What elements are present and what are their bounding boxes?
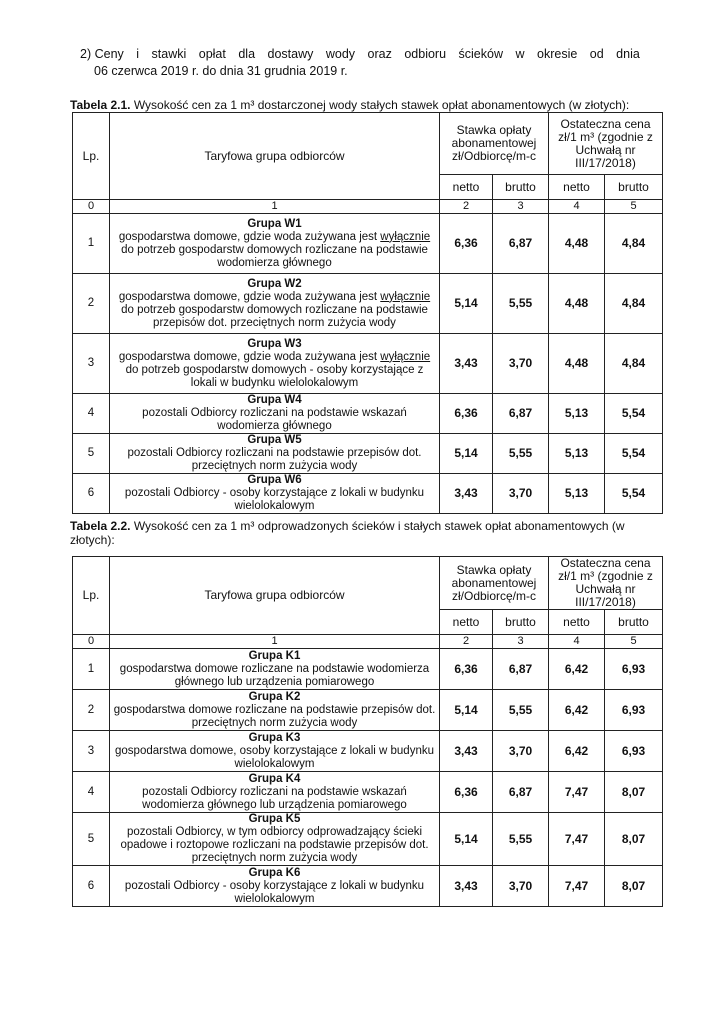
fee-netto: 6,36 [440,214,493,274]
column-number: 0 [73,635,110,649]
price-netto: 5,13 [549,434,605,474]
description-part: gospodarstwa domowe, gdzie woda zużywana jest [118,350,381,363]
group-name: Grupa K4 [248,772,301,785]
description-part: do potrzeb gospodarstw domowych rozliczane na podstawie wodomierza głównego [121,243,428,269]
header-brutto: brutto [605,175,663,200]
row-group [110,772,440,813]
intro-word: wody [325,47,356,61]
price-brutto: 4,84 [605,334,663,394]
intro-word: oraz [367,47,392,61]
intro-word: ścieków [458,47,503,61]
header-brutto: brutto [605,610,663,635]
row-lp: 2 [73,690,110,731]
row-lp: 1 [73,649,110,690]
description-part: wyłącznie [380,350,431,363]
price-brutto: 5,54 [605,474,663,514]
fee-netto: 5,14 [440,690,493,731]
fee-netto: 6,36 [440,649,493,690]
group-description [113,231,436,270]
price-netto: 5,13 [549,474,605,514]
description-part: wyłącznie [380,290,431,303]
price-netto: 6,42 [549,649,605,690]
group-name: Grupa K6 [248,866,301,879]
price-brutto: 8,07 [605,866,663,907]
water-price-table [72,112,663,514]
price-netto: 4,48 [549,214,605,274]
price-netto: 6,42 [549,731,605,772]
group-description [113,786,436,812]
table-row [73,690,663,731]
price-netto: 6,42 [549,690,605,731]
intro-word: dla [238,47,256,61]
price-netto: 5,13 [549,394,605,434]
description-part: gospodarstwa domowe rozliczane na podstawie wodomierza głównego lub urządzenia pomiarowego [119,662,430,688]
price-brutto: 6,93 [605,649,663,690]
price-brutto: 6,93 [605,731,663,772]
table-row [73,394,663,434]
table-row [73,649,663,690]
row-group [110,214,440,274]
intro-word: opłat [198,47,226,61]
sewage-price-table [72,556,663,907]
column-numbering-row [73,200,663,214]
fee-brutto: 3,70 [493,866,549,907]
intro-paragraph [80,46,640,80]
row-lp: 6 [73,866,110,907]
price-netto: 4,48 [549,274,605,334]
intro-word: w [515,47,525,61]
column-number: 2 [440,200,493,214]
column-number: 0 [73,200,110,214]
table1-caption-text: Wysokość cen za 1 m³ dostarczonej wody stałych stawek opłat abonamentowych (w złotych): [130,98,630,112]
table-row [73,813,663,866]
price-brutto: 8,07 [605,813,663,866]
intro-line-2: 06 czerwca 2019 r. do dnia 31 grudnia 2019 r. [94,64,348,78]
fee-netto: 5,14 [440,813,493,866]
row-group [110,274,440,334]
group-name: Grupa K5 [248,813,301,825]
description-part: pozostali Odbiorcy, w tym odbiorcy odprowadzający ścieki opadowe i roztopowe rozliczani na podstawie przepisów dot. przeciętnych norm zużycia wody [120,826,429,864]
description-part: pozostali Odbiorcy - osoby korzystające z lokali w budynku wielolokalowym [124,879,425,905]
description-part: do potrzeb gospodarstw domowych - osoby korzystające z lokali w budynku wielolokalowym [125,363,424,389]
table-row [73,434,663,474]
description-part: do potrzeb gospodarstw domowych rozliczane na podstawie przepisów dot. przeciętnych norm zużycia wody [121,303,428,329]
header-netto: netto [549,610,605,635]
table-row [73,474,663,514]
fee-brutto: 5,55 [493,690,549,731]
group-name: Grupa W1 [247,217,302,230]
column-number: 5 [605,200,663,214]
fee-brutto: 3,70 [493,334,549,394]
price-brutto: 6,93 [605,690,663,731]
price-brutto: 8,07 [605,772,663,813]
header-brutto: brutto [493,610,549,635]
header-netto: netto [440,175,493,200]
price-brutto: 5,54 [605,394,663,434]
group-name: Grupa K3 [248,731,301,744]
table2-caption-label: Tabela 2.2. [70,519,131,533]
price-netto: 7,47 [549,866,605,907]
fee-netto: 3,43 [440,474,493,514]
table-row [73,772,663,813]
table2-caption [70,519,650,547]
table-row [73,866,663,907]
header-lp: Lp. [73,113,110,200]
column-number: 1 [110,200,440,214]
group-description [113,704,436,730]
group-description [113,663,436,689]
description-part: gospodarstwa domowe, gdzie woda zużywana jest [118,290,381,303]
row-lp: 6 [73,474,110,514]
group-description [113,826,436,865]
group-description [113,745,436,771]
description-part: pozostali Odbiorcy rozliczani na podstawie wskazań wodomierza głównego lub urządzenia pomiarowego [142,785,407,811]
group-name: Grupa W2 [247,277,302,290]
group-name: Grupa K2 [248,690,301,703]
price-netto: 4,48 [549,334,605,394]
table-row [73,214,663,274]
header-group: Taryfowa grupa odbiorców [110,557,440,635]
price-brutto: 4,84 [605,274,663,334]
column-number: 3 [493,200,549,214]
description-part: wyłącznie [380,230,431,243]
intro-word: i [136,47,140,61]
row-group [110,434,440,474]
fee-netto: 5,14 [440,434,493,474]
fee-brutto: 5,55 [493,813,549,866]
price-netto: 7,47 [549,772,605,813]
fee-brutto: 6,87 [493,214,549,274]
fee-brutto: 5,55 [493,434,549,474]
table2-caption-text: Wysokość cen za 1 m³ odprowadzonych ścieków i stałych stawek opłat abonamentowych (w złotych): [70,519,625,547]
fee-netto: 3,43 [440,866,493,907]
header-fee: Stawka opłaty abonamentowej zł/Odbiorcę/m-c [440,557,549,610]
intro-word: odbioru [404,47,447,61]
description-part: pozostali Odbiorcy rozliczani na podstawie wskazań wodomierza głównego [142,407,407,432]
table-row [73,274,663,334]
table1-caption [70,98,650,112]
row-group [110,474,440,514]
header-price: Ostateczna cena zł/1 m³ (zgodnie z Uchwałą nr III/17/2018) [549,113,663,175]
price-netto: 7,47 [549,813,605,866]
description-part: gospodarstwa domowe, osoby korzystające z lokali w budynku wielolokalowym [115,744,434,770]
header-netto: netto [440,610,493,635]
header-netto: netto [549,175,605,200]
group-name: Grupa W6 [247,474,302,486]
row-lp: 4 [73,394,110,434]
fee-netto: 6,36 [440,772,493,813]
header-price: Ostateczna cena zł/1 m³ (zgodnie z Uchwałą nr III/17/2018) [549,557,663,610]
fee-netto: 5,14 [440,274,493,334]
price-brutto: 5,54 [605,434,663,474]
description-part: pozostali Odbiorcy - osoby korzystające z lokali w budynku wielolokalowym [124,487,425,512]
fee-netto: 3,43 [440,334,493,394]
group-description [113,291,436,330]
header-fee: Stawka opłaty abonamentowej zł/Odbiorcę/m-c [440,113,549,175]
column-number: 4 [549,635,605,649]
group-description [113,487,436,513]
group-description [113,351,436,390]
intro-line-1 [80,46,640,63]
group-name: Grupa W5 [247,434,302,446]
fee-brutto: 6,87 [493,394,549,434]
header-lp: Lp. [73,557,110,635]
fee-brutto: 6,87 [493,772,549,813]
column-number: 3 [493,635,549,649]
intro-word: stawki [151,47,187,61]
row-group [110,866,440,907]
intro-word: dnia [616,47,640,61]
header-group: Taryfowa grupa odbiorców [110,113,440,200]
fee-netto: 6,36 [440,394,493,434]
intro-word: okresie [537,47,578,61]
intro-word: 2) Ceny [80,47,124,61]
table-row [73,731,663,772]
row-lp: 5 [73,434,110,474]
row-lp: 3 [73,731,110,772]
description-part: gospodarstwa domowe rozliczane na podstawie przepisów dot. przeciętnych norm zużycia wody [113,703,436,729]
group-name: Grupa W4 [247,394,302,406]
row-lp: 3 [73,334,110,394]
table-row [73,334,663,394]
column-number: 1 [110,635,440,649]
fee-brutto: 3,70 [493,731,549,772]
row-group [110,649,440,690]
group-name: Grupa K1 [248,649,301,662]
group-description [113,407,436,433]
intro-word: dostawy [267,47,314,61]
column-number: 4 [549,200,605,214]
table1-caption-label: Tabela 2.1. [70,98,131,112]
row-lp: 1 [73,214,110,274]
fee-brutto: 5,55 [493,274,549,334]
row-group [110,690,440,731]
fee-netto: 3,43 [440,731,493,772]
intro-word: od [589,47,604,61]
row-group [110,334,440,394]
row-lp: 5 [73,813,110,866]
row-group [110,813,440,866]
price-brutto: 4,84 [605,214,663,274]
column-numbering-row [73,635,663,649]
group-description [113,447,436,473]
row-group [110,394,440,434]
description-part: pozostali Odbiorcy rozliczani na podstawie przepisów dot. przeciętnych norm zużycia wody [127,447,422,472]
row-lp: 4 [73,772,110,813]
header-brutto: brutto [493,175,549,200]
row-lp: 2 [73,274,110,334]
row-group [110,731,440,772]
column-number: 2 [440,635,493,649]
description-part: gospodarstwa domowe, gdzie woda zużywana jest [118,230,381,243]
group-description [113,880,436,906]
fee-brutto: 3,70 [493,474,549,514]
group-name: Grupa W3 [247,337,302,350]
fee-brutto: 6,87 [493,649,549,690]
column-number: 5 [605,635,663,649]
